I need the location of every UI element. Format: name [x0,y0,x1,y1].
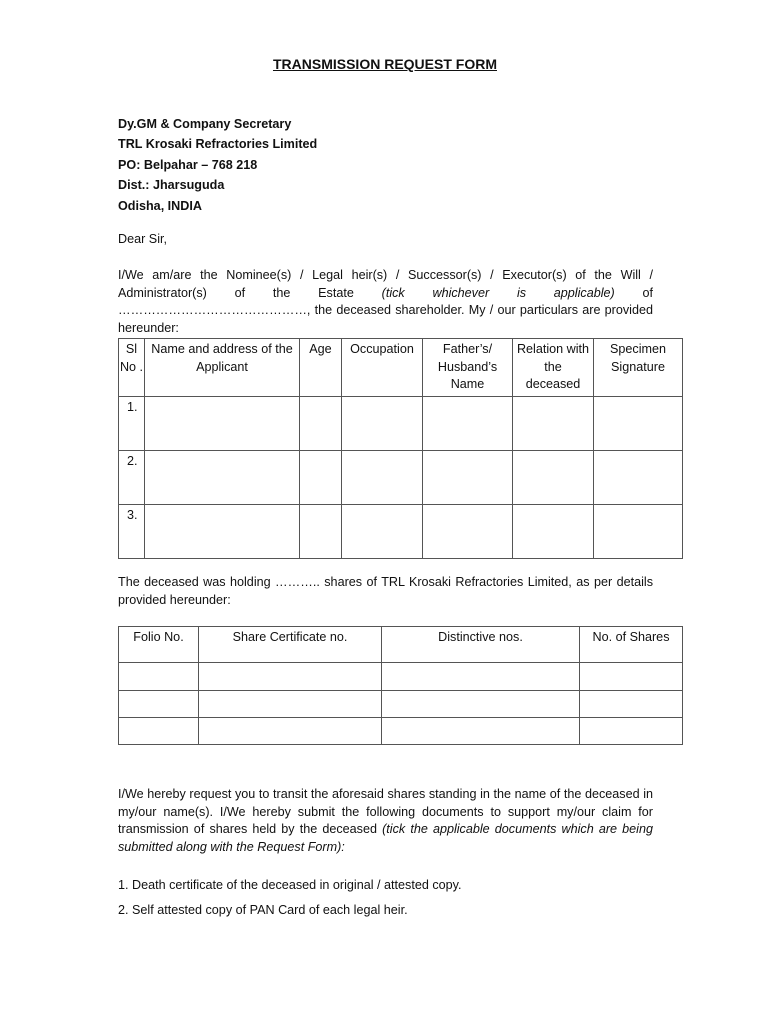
address-line: PO: Belpahar – 768 218 [118,157,258,172]
header-relation: Relation with the deceased [513,339,594,397]
signature-cell[interactable] [594,396,683,450]
table-header-row [119,339,683,397]
recipient-address [118,114,317,216]
shares-cell[interactable] [580,691,683,718]
header-name-address: Name and address of the Applicant [145,339,300,397]
folio-cell[interactable] [119,691,199,718]
row-number: 3. [119,504,145,558]
salutation: Dear Sir, [118,232,167,246]
table-row [119,504,683,558]
distinctive-cell[interactable] [382,718,580,745]
header-signature: Specimen Signature [594,339,683,397]
certificate-cell[interactable] [199,663,382,691]
list-item: 1. Death certificate of the deceased in original / attested copy. [118,878,462,892]
request-italic-note: (tick the applicable documents which are being submitted along with the Request Form): [118,822,653,854]
row-number: 2. [119,450,145,504]
intro-text: I/We am/are the Nominee(s) / Legal heir(s) / Successor(s) / Executor(s) of the Will / Administrator(s) of the Estate [118,268,653,300]
header-sl-no: Sl No . [119,339,145,397]
shares-cell[interactable] [580,718,683,745]
distinctive-cell[interactable] [382,691,580,718]
applicant-name-cell[interactable] [145,450,300,504]
intro-paragraph [118,267,653,337]
relation-cell[interactable] [513,504,594,558]
occupation-cell[interactable] [342,396,423,450]
age-cell[interactable] [300,396,342,450]
father-name-cell[interactable] [423,450,513,504]
relation-cell[interactable] [513,396,594,450]
table-header-row [119,627,683,663]
header-father-husband: Father’s/ Husband’s Name [423,339,513,397]
relation-cell[interactable] [513,450,594,504]
age-cell[interactable] [300,504,342,558]
documents-list [118,877,462,927]
folio-cell[interactable] [119,718,199,745]
applicant-name-cell[interactable] [145,504,300,558]
address-line: Dy.GM & Company Secretary [118,117,292,131]
table-row [119,396,683,450]
shares-cell[interactable] [580,663,683,691]
father-name-cell[interactable] [423,396,513,450]
certificate-cell[interactable] [199,691,382,718]
header-age: Age [300,339,342,397]
holding-paragraph: The deceased was holding ……….. shares of TRL Krosaki Refractories Limited, as per details provided hereunder: [118,575,653,607]
table-row [119,691,683,718]
row-number: 1. [119,396,145,450]
form-title: TRANSMISSION REQUEST FORM [272,56,497,72]
occupation-cell[interactable] [342,504,423,558]
header-share-certificate: Share Certificate no. [199,627,382,663]
intro-italic-note: (tick whichever is applicable) [381,285,615,300]
address-line: Odisha, INDIA [118,198,202,213]
age-cell[interactable] [300,450,342,504]
share-details-table [118,626,683,745]
father-name-cell[interactable] [423,504,513,558]
header-no-of-shares: No. of Shares [580,627,683,663]
header-folio-no: Folio No. [119,627,199,663]
address-line: Dist.: Jharsuguda [118,178,225,193]
certificate-cell[interactable] [199,718,382,745]
list-item: 2. Self attested copy of PAN Card of each legal heir. [118,903,408,917]
intro-text-end: of ………………………………………, the deceased shareholder. My / our particulars are provided hereunder: [118,285,653,335]
table-row [119,663,683,691]
signature-cell[interactable] [594,504,683,558]
applicant-table [118,338,683,559]
table-row [119,450,683,504]
table-row [119,718,683,745]
request-text: I/We hereby request you to transit the aforesaid shares standing in the name of the deceased in my/our name(s). I/We hereby submit the following documents to support my/our claim for transmission of shares held by the deceased [118,787,653,836]
request-paragraph [118,786,653,856]
signature-cell[interactable] [594,450,683,504]
address-line: TRL Krosaki Refractories Limited [118,137,318,152]
occupation-cell[interactable] [342,450,423,504]
header-occupation: Occupation [342,339,423,397]
header-distinctive-nos: Distinctive nos. [382,627,580,663]
distinctive-cell[interactable] [382,663,580,691]
folio-cell[interactable] [119,663,199,691]
applicant-name-cell[interactable] [145,396,300,450]
